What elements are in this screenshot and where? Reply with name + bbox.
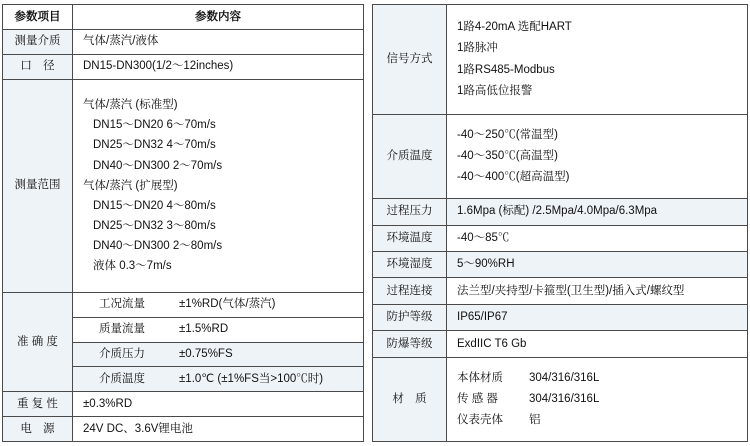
table-row-range [3,79,364,292]
material-value: 304/316/316L [529,392,600,405]
row-value-process-pressure: 1.6Mpa (标配) /2.5Mpa/4.0Mpa/6.3Mpa [447,199,748,225]
row-label-ambient-humidity: 环境湿度 [373,252,447,278]
range-line: DN15～DN20 6～70m/s [93,119,216,132]
table-row [3,5,364,30]
range-line: 气体/蒸汽 (扩展型) [83,179,178,192]
row-label-medium-temp: 介质温度 [373,115,447,199]
row-label-process-pressure: 过程压力 [373,199,447,225]
table-row [373,331,748,357]
row-value-accuracy-pressure [73,342,364,367]
left-header-col2: 参数内容 [73,5,364,30]
row-value-diameter: DN15-DN300(1/2～12inches) [73,54,364,79]
table-row [3,29,364,54]
row-label-medium: 测量介质 [3,29,73,54]
material-key: 传 感 器 [457,392,498,405]
row-label-repeatability: 重 复 性 [3,392,73,417]
material-item [457,410,741,431]
signal-line: 1路高低位报警 [457,84,533,97]
row-value-power: 24V DC、3.6V锂电池 [73,417,364,442]
row-value-process-connection: 法兰型/夹持型/卡箍型(卫生型)/插入式/螺纹型 [447,278,748,304]
accuracy-value: ±0.75%FS [179,348,233,361]
table-row [373,304,748,330]
row-label-diameter: 口 径 [3,54,73,79]
row-label-protection-grade: 防护等级 [373,304,447,330]
row-label-range: 测量范围 [3,79,73,292]
row-label-accuracy: 准 确 度 [3,292,73,391]
accuracy-key: 工况流量 [99,298,145,311]
material-item [457,368,741,389]
table-row [373,225,748,251]
row-label-power: 电 源 [3,417,73,442]
accuracy-key: 介质压力 [99,348,145,361]
signal-line: 1路4-20mA 选配HART [457,20,572,33]
accuracy-value: ±1.5%RD [179,323,229,336]
medium-temp-line: -40～400℃(超高温型) [457,171,570,184]
table-row [373,278,748,304]
row-value-accuracy-working-flow [73,292,364,317]
row-label-material: 材 质 [373,357,447,441]
row-label-explosion-grade: 防爆等级 [373,331,447,357]
row-value-medium: 气体/蒸汽/液体 [73,29,364,54]
medium-temp-line: -40～350℃(高温型) [457,149,558,162]
left-header-col1: 参数项目 [3,5,73,30]
row-value-repeatability: ±0.3%RD [73,392,364,417]
table-row [3,292,364,317]
row-value-explosion-grade: ExdIIC T6 Gb [447,331,748,357]
table-row [373,252,748,278]
accuracy-key: 介质温度 [99,373,145,386]
material-key: 本体材质 [457,371,503,384]
signal-line: 1路RS485-Modbus [457,63,555,76]
material-value: 304/316/316L [529,371,600,384]
table-row [3,392,364,417]
row-value-ambient-temp: -40～85℃ [447,225,748,251]
range-line: DN25～DN32 4～70m/s [93,139,216,152]
range-line: DN40～DN300 2～80m/s [93,240,223,253]
right-spec-table [372,4,748,442]
row-value-accuracy-temperature [73,367,364,392]
range-line: DN25～DN32 3～80m/s [93,219,216,232]
row-label-signal: 信号方式 [373,5,447,115]
table-row-medium-temp [373,115,748,199]
row-value-material [447,357,748,441]
range-line: 液体 0.3～7m/s [93,260,172,273]
row-value-ambient-humidity: 5～90%RH [447,252,748,278]
medium-temp-line: -40～250℃(常温型) [457,128,558,141]
row-value-medium-temp [447,115,748,199]
table-row-signal [373,5,748,115]
material-key: 仪表壳体 [457,414,503,427]
left-spec-table [2,4,364,442]
material-item [457,389,741,410]
material-value: 铝 [529,414,541,427]
range-line: DN40～DN300 2～70m/s [93,159,223,172]
table-row [3,54,364,79]
accuracy-value: ±1%RD(气体/蒸汽) [179,298,276,311]
range-line: 气体/蒸汽 (标准型) [83,99,178,112]
table-row-material [373,357,748,441]
table-row [3,417,364,442]
row-value-accuracy-mass-flow [73,317,364,342]
row-label-process-connection: 过程连接 [373,278,447,304]
row-value-signal [447,5,748,115]
row-value-protection-grade: IP65/IP67 [447,304,748,330]
accuracy-value: ±1.0℃ (±1%FS当>100℃时) [179,373,324,386]
table-row [373,199,748,225]
row-label-ambient-temp: 环境温度 [373,225,447,251]
range-line: DN15～DN20 4～80m/s [93,199,216,212]
accuracy-key: 质量流量 [99,323,145,336]
row-value-range [73,79,364,292]
signal-line: 1路脉冲 [457,42,498,55]
